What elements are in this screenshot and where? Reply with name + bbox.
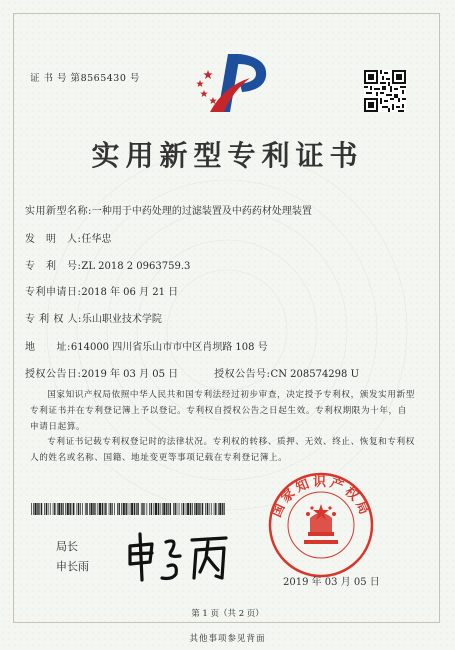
cert-no-value: 8565430 [80, 73, 127, 84]
cert-no-suffix: 号 [129, 73, 140, 84]
field-label: 授权公告号: [214, 369, 271, 380]
barcode [31, 503, 226, 515]
cnipa-emblem-logo [180, 50, 275, 118]
utility-model-name-field [25, 202, 312, 217]
filing-date-field [25, 283, 178, 298]
field-label: 授权公告日: [25, 369, 82, 380]
seal-text: 国家知识产权局 [269, 475, 373, 520]
grant-statement-paragraph: 国家知识产权局依照中华人民共和国专利法经过初步审查，决定授予专利权，颁发实用新型专利证书并在专利登记簿上予以登记。专利权自授权公告之日起生效。专利权期限为十年，自申请日起算。 [30, 390, 415, 432]
field-value: 614000 四川省乐山市市中区肖坝路 108 号 [70, 342, 268, 353]
field-label: 专 利 号: [25, 261, 82, 272]
certificate-number [30, 70, 140, 84]
grant-date-value: 2019 年 03 月 05 日 [81, 369, 179, 380]
seal-date: 2019 年 03 月 05 日 [283, 577, 380, 588]
field-label: 专利申请日: [25, 287, 82, 298]
field-value: 乐山职业技术学院 [81, 314, 162, 325]
field-label: 发 明 人: [25, 234, 82, 245]
grant-info-field [25, 365, 359, 380]
field-label: 专 利 权 人: [25, 314, 82, 325]
field-value: 任华忠 [81, 234, 112, 245]
field-value: ZL 2018 2 0963759.3 [81, 261, 191, 272]
qr-code [364, 70, 406, 112]
page-indicator: 第 1 页（共 2 页） [191, 609, 264, 619]
grant-number-value: CN 208574298 U [270, 369, 359, 380]
address-field [25, 338, 268, 353]
handwritten-signature [122, 528, 234, 584]
legal-status-paragraph: 专利证书记载专利权登记时的法律状况。专利权的转移、质押、无效、终止、恢复和专利权人的姓名或名称、国籍、地址变更等事项记载在专利登记簿上。 [30, 437, 415, 463]
official-seal-stamp [266, 470, 376, 580]
field-value: 一种用于中药处理的过滤装置及中药药材处理装置 [91, 206, 312, 217]
signatory-name: 申长雨 [56, 560, 89, 573]
inventor-field [25, 230, 111, 245]
field-label: 地 址: [25, 342, 71, 353]
patent-number-field [25, 257, 190, 272]
certificate-title: 实用新型专利证书 [91, 139, 364, 172]
field-label: 实用新型名称: [25, 206, 92, 217]
footer-note: 其他事项参见背面 [189, 634, 266, 644]
signatory-title: 局长 [56, 540, 78, 553]
cert-no-label: 证 书 号 第 [30, 73, 81, 84]
field-value: 2018 年 06 月 21 日 [81, 287, 179, 298]
patentee-field [25, 310, 162, 325]
